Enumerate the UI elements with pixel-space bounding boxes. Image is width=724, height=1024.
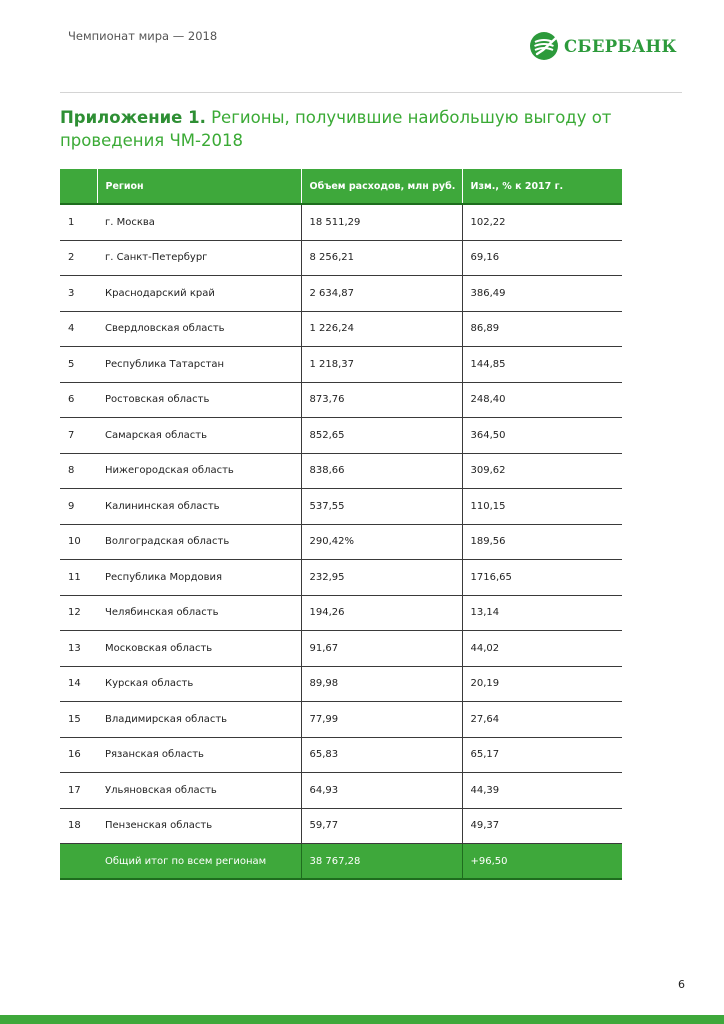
cell-change: 69,16 [462, 240, 622, 276]
cell-expenses: 232,95 [301, 560, 462, 596]
cell-index: 12 [60, 595, 97, 631]
logo-text: СБЕРБАНК [564, 36, 677, 56]
cell-change: 386,49 [462, 276, 622, 312]
cell-change: 27,64 [462, 702, 622, 738]
table-row [60, 418, 622, 454]
cell-region: г. Санкт-Петербург [97, 240, 301, 276]
page-number: 6 [678, 978, 685, 991]
cell-index: 4 [60, 311, 97, 347]
table-row [60, 631, 622, 667]
table-row [60, 489, 622, 525]
table-row [60, 808, 622, 844]
cell-index: 6 [60, 382, 97, 418]
table-row [60, 737, 622, 773]
cell-index: 17 [60, 773, 97, 809]
cell-index: 7 [60, 418, 97, 454]
sberbank-logo [529, 30, 684, 62]
cell-expenses: 2 634,87 [301, 276, 462, 312]
cell-index: 8 [60, 453, 97, 489]
table-row [60, 773, 622, 809]
header-cell-expenses: Объем расходов, млн руб. [301, 169, 462, 204]
cell-expenses: 838,66 [301, 453, 462, 489]
table-row [60, 453, 622, 489]
cell-index: 1 [60, 204, 97, 240]
cell-index: 11 [60, 560, 97, 596]
table-row [60, 276, 622, 312]
cell-expenses: 290,42% [301, 524, 462, 560]
table-row [60, 595, 622, 631]
table-header-row [60, 169, 622, 204]
header-cell-region: Регион [97, 169, 301, 204]
regions-table [60, 169, 622, 880]
header-cell-index [60, 169, 97, 204]
cell-expenses: 65,83 [301, 737, 462, 773]
cell-region: Самарская область [97, 418, 301, 454]
cell-region: Ульяновская область [97, 773, 301, 809]
cell-change: 13,14 [462, 595, 622, 631]
table-row [60, 524, 622, 560]
cell-region: Волгоградская область [97, 524, 301, 560]
cell-expenses: 852,65 [301, 418, 462, 454]
total-cell-label: Общий итог по всем регионам [97, 844, 301, 880]
cell-index: 15 [60, 702, 97, 738]
cell-change: 65,17 [462, 737, 622, 773]
cell-index: 2 [60, 240, 97, 276]
cell-region: г. Москва [97, 204, 301, 240]
cell-region: Курская область [97, 666, 301, 702]
table-row [60, 382, 622, 418]
cell-expenses: 8 256,21 [301, 240, 462, 276]
table-row [60, 702, 622, 738]
table-row [60, 240, 622, 276]
cell-expenses: 89,98 [301, 666, 462, 702]
cell-change: 44,39 [462, 773, 622, 809]
cell-region: Ростовская область [97, 382, 301, 418]
table-total-row [60, 844, 622, 880]
cell-change: 189,56 [462, 524, 622, 560]
cell-change: 110,15 [462, 489, 622, 525]
table-row [60, 311, 622, 347]
table-row [60, 204, 622, 240]
header-divider [60, 92, 682, 93]
cell-region: Владимирская область [97, 702, 301, 738]
cell-change: 102,22 [462, 204, 622, 240]
cell-change: 44,02 [462, 631, 622, 667]
cell-expenses: 59,77 [301, 808, 462, 844]
cell-region: Республика Мордовия [97, 560, 301, 596]
cell-change: 364,50 [462, 418, 622, 454]
total-cell-expenses: 38 767,28 [301, 844, 462, 880]
cell-region: Калининская область [97, 489, 301, 525]
total-cell-change: +96,50 [462, 844, 622, 880]
cell-expenses: 91,67 [301, 631, 462, 667]
cell-change: 20,19 [462, 666, 622, 702]
heading-text: Регионы, получившие наибольшую выгоду от проведения ЧМ-2018 [60, 108, 612, 150]
cell-expenses: 873,76 [301, 382, 462, 418]
cell-change: 309,62 [462, 453, 622, 489]
cell-region: Рязанская область [97, 737, 301, 773]
cell-change: 248,40 [462, 382, 622, 418]
cell-expenses: 1 218,37 [301, 347, 462, 383]
cell-index: 3 [60, 276, 97, 312]
total-cell-index [60, 844, 97, 880]
cell-index: 10 [60, 524, 97, 560]
cell-index: 18 [60, 808, 97, 844]
cell-expenses: 1 226,24 [301, 311, 462, 347]
cell-index: 13 [60, 631, 97, 667]
cell-region: Свердловская область [97, 311, 301, 347]
sberbank-logo-icon [529, 31, 559, 61]
table-row [60, 666, 622, 702]
cell-region: Республика Татарстан [97, 347, 301, 383]
cell-region: Краснодарский край [97, 276, 301, 312]
heading-label: Приложение 1. [60, 108, 206, 127]
cell-change: 144,85 [462, 347, 622, 383]
table-row [60, 347, 622, 383]
cell-change: 1716,65 [462, 560, 622, 596]
table-row [60, 560, 622, 596]
cell-region: Московская область [97, 631, 301, 667]
cell-expenses: 194,26 [301, 595, 462, 631]
page-heading [60, 106, 660, 152]
cell-index: 16 [60, 737, 97, 773]
cell-index: 9 [60, 489, 97, 525]
header-cell-change: Изм., % к 2017 г. [462, 169, 622, 204]
cell-index: 5 [60, 347, 97, 383]
cell-expenses: 77,99 [301, 702, 462, 738]
cell-expenses: 64,93 [301, 773, 462, 809]
cell-region: Нижегородская область [97, 453, 301, 489]
cell-expenses: 537,55 [301, 489, 462, 525]
footer-bar [0, 1015, 724, 1024]
cell-region: Челябинская область [97, 595, 301, 631]
document-header-title: Чемпионат мира — 2018 [68, 29, 218, 43]
cell-region: Пензенская область [97, 808, 301, 844]
cell-index: 14 [60, 666, 97, 702]
cell-change: 49,37 [462, 808, 622, 844]
cell-change: 86,89 [462, 311, 622, 347]
cell-expenses: 18 511,29 [301, 204, 462, 240]
